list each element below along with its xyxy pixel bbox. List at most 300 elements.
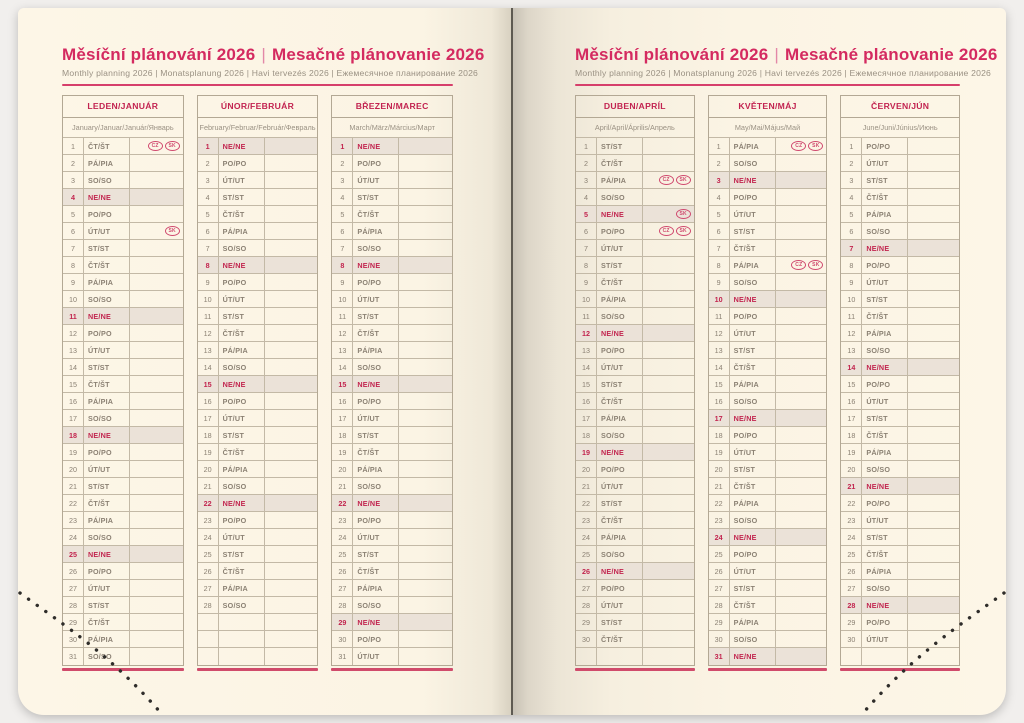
day-notes-area [908, 155, 959, 171]
day-abbreviation: SO/SO [84, 529, 130, 545]
day-row [576, 393, 694, 410]
day-number: 5 [709, 206, 730, 222]
day-abbreviation: PO/PO [862, 376, 908, 392]
day-row [841, 580, 959, 597]
day-notes-area [130, 274, 183, 290]
day-abbreviation: ST/ST [219, 308, 265, 324]
day-row [63, 410, 183, 427]
day-abbreviation: ST/ST [219, 189, 265, 205]
day-number: 8 [841, 257, 862, 273]
day-notes-area [908, 393, 959, 409]
day-abbreviation: SO/SO [219, 240, 265, 256]
day-notes-area [908, 563, 959, 579]
day-number: 6 [332, 223, 353, 239]
day-notes-area [399, 189, 452, 205]
day-number: 9 [198, 274, 219, 290]
day-abbreviation: ÚT/UT [353, 648, 399, 665]
day-number: 23 [63, 512, 84, 528]
day-notes-area [908, 138, 959, 154]
day-row [576, 291, 694, 308]
day-abbreviation: PÁ/PIA [353, 342, 399, 358]
day-row [63, 597, 183, 614]
day-abbreviation: NE/NE [597, 444, 643, 460]
day-abbreviation: NE/NE [862, 240, 908, 256]
day-notes-area [643, 614, 694, 630]
day-row [576, 138, 694, 155]
day-row [332, 597, 452, 614]
day-notes-area [265, 563, 318, 579]
day-abbreviation: PÁ/PIA [84, 512, 130, 528]
day-number: 30 [332, 631, 353, 647]
day-number: 29 [576, 614, 597, 630]
day-number: 29 [332, 614, 353, 630]
day-abbreviation: PO/PO [84, 444, 130, 460]
day-row [841, 274, 959, 291]
day-abbreviation: ČT/ŠT [597, 512, 643, 528]
day-number: 17 [841, 410, 862, 426]
day-row [198, 291, 318, 308]
day-row [332, 393, 452, 410]
day-abbreviation: ČT/ŠT [353, 206, 399, 222]
day-number [198, 614, 219, 630]
day-notes-area [130, 478, 183, 494]
day-abbreviation: ST/ST [353, 546, 399, 562]
day-number: 7 [709, 240, 730, 256]
holiday-badge-sk: SK [676, 175, 691, 185]
holiday-badge-cz: CZ [659, 175, 674, 185]
day-row [63, 580, 183, 597]
day-abbreviation: PÁ/PIA [597, 529, 643, 545]
day-notes-area [908, 206, 959, 222]
day-abbreviation: PÁ/PIA [84, 631, 130, 647]
day-number: 4 [63, 189, 84, 205]
day-row [841, 529, 959, 546]
day-abbreviation: ČT/ŠT [219, 206, 265, 222]
day-notes-area [130, 427, 183, 443]
day-notes-area [130, 597, 183, 613]
month-column-1 [62, 95, 184, 671]
day-abbreviation: ČT/ŠT [353, 325, 399, 341]
day-abbreviation: ÚT/UT [219, 410, 265, 426]
day-row [63, 291, 183, 308]
day-row [841, 206, 959, 223]
day-notes-area [265, 512, 318, 528]
day-notes-area [130, 189, 183, 205]
month-table [197, 95, 319, 666]
month-table [575, 95, 695, 666]
day-row [709, 563, 827, 580]
day-abbreviation: SO/SO [84, 291, 130, 307]
day-number: 21 [198, 478, 219, 494]
day-number: 5 [63, 206, 84, 222]
day-row [198, 325, 318, 342]
day-number: 25 [576, 546, 597, 562]
day-row [332, 461, 452, 478]
day-row [709, 512, 827, 529]
day-abbreviation [862, 648, 908, 665]
day-notes-area [643, 172, 694, 188]
day-notes-area [776, 291, 827, 307]
day-number: 22 [332, 495, 353, 511]
day-abbreviation: PO/PO [84, 325, 130, 341]
day-number: 8 [576, 257, 597, 273]
day-abbreviation: SO/SO [730, 393, 776, 409]
day-notes-area [643, 597, 694, 613]
day-abbreviation: PÁ/PIA [730, 257, 776, 273]
day-abbreviation: PO/PO [730, 189, 776, 205]
day-notes-area [399, 393, 452, 409]
day-notes-area [908, 512, 959, 528]
day-notes-area [776, 478, 827, 494]
day-abbreviation [219, 631, 265, 647]
day-abbreviation: ÚT/UT [84, 342, 130, 358]
day-row [332, 223, 452, 240]
day-notes-area [776, 342, 827, 358]
day-row [576, 172, 694, 189]
day-abbreviation: ČT/ŠT [730, 359, 776, 375]
day-abbreviation: NE/NE [353, 614, 399, 630]
day-abbreviation: ST/ST [597, 376, 643, 392]
day-number: 1 [841, 138, 862, 154]
day-notes-area [776, 631, 827, 647]
day-row [198, 597, 318, 614]
day-abbreviation: ÚT/UT [862, 512, 908, 528]
day-number: 27 [198, 580, 219, 596]
day-row [709, 138, 827, 155]
day-number: 13 [709, 342, 730, 358]
day-row [63, 325, 183, 342]
day-notes-area [265, 427, 318, 443]
day-abbreviation: PO/PO [862, 495, 908, 511]
day-number: 7 [63, 240, 84, 256]
day-notes-area [908, 495, 959, 511]
day-row [63, 461, 183, 478]
day-row [841, 291, 959, 308]
day-row [709, 495, 827, 512]
day-row [709, 359, 827, 376]
day-number: 3 [841, 172, 862, 188]
day-notes-area [776, 376, 827, 392]
day-abbreviation: NE/NE [219, 257, 265, 273]
day-notes-area [399, 529, 452, 545]
day-row [332, 274, 452, 291]
day-row [332, 342, 452, 359]
month-header: DUBEN/APRÍL [576, 96, 694, 118]
day-abbreviation: ÚT/UT [353, 410, 399, 426]
day-abbreviation: PO/PO [219, 512, 265, 528]
day-abbreviation: NE/NE [353, 138, 399, 154]
holiday-badge-sk: SK [808, 141, 823, 151]
month-header: KVĚTEN/MÁJ [709, 96, 827, 118]
day-notes-area [908, 257, 959, 273]
day-abbreviation: ÚT/UT [84, 461, 130, 477]
day-row [332, 155, 452, 172]
day-notes-area [399, 427, 452, 443]
day-number: 20 [576, 461, 597, 477]
day-row [332, 359, 452, 376]
day-notes-area [908, 325, 959, 341]
day-abbreviation: ÚT/UT [862, 631, 908, 647]
day-number: 11 [332, 308, 353, 324]
day-row [63, 478, 183, 495]
day-abbreviation: ČT/ŠT [84, 614, 130, 630]
day-number: 10 [63, 291, 84, 307]
day-row [332, 325, 452, 342]
month-table [840, 95, 960, 666]
day-number: 25 [63, 546, 84, 562]
day-notes-area [643, 478, 694, 494]
day-number: 18 [332, 427, 353, 443]
day-notes-area [908, 444, 959, 460]
day-number: 29 [841, 614, 862, 630]
day-abbreviation: ST/ST [862, 291, 908, 307]
day-abbreviation: SO/SO [862, 580, 908, 596]
day-number: 24 [332, 529, 353, 545]
day-notes-area [643, 342, 694, 358]
day-abbreviation: SO/SO [730, 631, 776, 647]
day-row [332, 614, 452, 631]
day-notes-area [399, 274, 452, 290]
day-number: 5 [841, 206, 862, 222]
page-title-cz: Měsíční plánování 2026 [575, 45, 769, 64]
day-number: 31 [63, 648, 84, 665]
day-row [63, 308, 183, 325]
day-abbreviation: SO/SO [353, 240, 399, 256]
day-notes-area [265, 325, 318, 341]
day-notes-area [265, 648, 318, 665]
day-number: 11 [198, 308, 219, 324]
day-number: 4 [709, 189, 730, 205]
day-row [709, 376, 827, 393]
day-number: 27 [63, 580, 84, 596]
day-number: 3 [709, 172, 730, 188]
day-notes-area [265, 478, 318, 494]
day-notes-area [130, 461, 183, 477]
day-number: 30 [709, 631, 730, 647]
day-notes-area [776, 274, 827, 290]
day-abbreviation: ČT/ŠT [730, 478, 776, 494]
column-end-rule [840, 668, 960, 671]
day-number: 17 [332, 410, 353, 426]
month-subheader: February/Februar/Február/Февраль [198, 118, 318, 138]
day-abbreviation: PÁ/PIA [862, 206, 908, 222]
day-row [332, 444, 452, 461]
day-notes-area [908, 308, 959, 324]
day-abbreviation: PO/PO [730, 427, 776, 443]
day-number: 22 [841, 495, 862, 511]
day-row [63, 206, 183, 223]
day-row [709, 597, 827, 614]
day-notes-area [265, 172, 318, 188]
day-abbreviation: PO/PO [597, 223, 643, 239]
day-abbreviation: ČT/ŠT [84, 138, 130, 154]
day-row [709, 631, 827, 648]
day-row [198, 206, 318, 223]
day-number: 23 [198, 512, 219, 528]
day-number: 26 [841, 563, 862, 579]
day-row [709, 546, 827, 563]
day-number: 15 [576, 376, 597, 392]
page-title-cz: Měsíční plánování 2026 [62, 45, 256, 64]
day-row [332, 648, 452, 665]
day-row [576, 359, 694, 376]
day-row [709, 342, 827, 359]
right-columns [575, 95, 960, 671]
day-number: 2 [709, 155, 730, 171]
day-abbreviation: ÚT/UT [353, 529, 399, 545]
day-number: 7 [841, 240, 862, 256]
day-abbreviation: PO/PO [597, 461, 643, 477]
day-number: 10 [198, 291, 219, 307]
day-row [332, 563, 452, 580]
day-row [576, 546, 694, 563]
holiday-badge-sk: SK [165, 226, 180, 236]
day-number: 2 [198, 155, 219, 171]
left-page [18, 8, 511, 715]
day-abbreviation: SO/SO [862, 461, 908, 477]
day-number: 4 [576, 189, 597, 205]
day-abbreviation: ST/ST [84, 478, 130, 494]
day-abbreviation: NE/NE [862, 359, 908, 375]
month-header: LEDEN/JANUÁR [63, 96, 183, 118]
day-number: 24 [576, 529, 597, 545]
day-notes-area [643, 580, 694, 596]
day-abbreviation: PÁ/PIA [219, 223, 265, 239]
day-notes-area [776, 614, 827, 630]
day-number: 14 [709, 359, 730, 375]
day-number: 18 [841, 427, 862, 443]
day-row [841, 444, 959, 461]
day-row [709, 206, 827, 223]
day-notes-area [908, 597, 959, 613]
day-notes-area [399, 376, 452, 392]
day-number: 28 [841, 597, 862, 613]
day-abbreviation: ÚT/UT [219, 291, 265, 307]
day-number: 20 [709, 461, 730, 477]
day-notes-area [399, 546, 452, 562]
day-number: 27 [576, 580, 597, 596]
day-row [332, 546, 452, 563]
month-header: BŘEZEN/MAREC [332, 96, 452, 118]
day-notes-area [399, 240, 452, 256]
day-number: 29 [63, 614, 84, 630]
day-row [198, 172, 318, 189]
day-number: 8 [332, 257, 353, 273]
day-abbreviation: SO/SO [84, 410, 130, 426]
day-notes-area [265, 444, 318, 460]
day-abbreviation: NE/NE [730, 529, 776, 545]
day-number: 13 [841, 342, 862, 358]
day-number: 27 [709, 580, 730, 596]
day-notes-area [399, 512, 452, 528]
day-number: 20 [198, 461, 219, 477]
day-notes-area [265, 580, 318, 596]
day-row [198, 529, 318, 546]
day-number: 24 [709, 529, 730, 545]
day-abbreviation: PÁ/PIA [353, 223, 399, 239]
day-notes-area [643, 359, 694, 375]
day-notes-area [908, 172, 959, 188]
holiday-badge-cz: CZ [791, 141, 806, 151]
day-number: 30 [63, 631, 84, 647]
day-row [576, 410, 694, 427]
day-number: 8 [709, 257, 730, 273]
day-row [709, 308, 827, 325]
day-notes-area [908, 376, 959, 392]
day-notes-area [399, 461, 452, 477]
holiday-badge-sk: SK [165, 141, 180, 151]
day-notes-area [776, 546, 827, 562]
day-notes-area [130, 206, 183, 222]
day-row [63, 427, 183, 444]
day-number: 21 [63, 478, 84, 494]
day-abbreviation: NE/NE [84, 308, 130, 324]
day-notes-area [265, 393, 318, 409]
day-notes-area [399, 206, 452, 222]
day-notes-area [130, 393, 183, 409]
day-number: 15 [63, 376, 84, 392]
day-row [841, 631, 959, 648]
day-row [841, 461, 959, 478]
day-row [198, 546, 318, 563]
day-number: 8 [198, 257, 219, 273]
day-abbreviation: ÚT/UT [597, 240, 643, 256]
day-abbreviation: ST/ST [84, 359, 130, 375]
day-row [63, 138, 183, 155]
day-notes-area [265, 529, 318, 545]
day-abbreviation: ČT/ŠT [84, 257, 130, 273]
day-row [709, 478, 827, 495]
day-notes-area [265, 155, 318, 171]
day-abbreviation: ÚT/UT [862, 274, 908, 290]
day-notes-area [908, 410, 959, 426]
day-number: 13 [63, 342, 84, 358]
day-number: 22 [63, 495, 84, 511]
day-notes-area [399, 631, 452, 647]
day-number: 26 [576, 563, 597, 579]
day-notes-area [643, 393, 694, 409]
day-number: 25 [198, 546, 219, 562]
day-notes-area [776, 495, 827, 511]
title-rule [62, 84, 453, 86]
day-row [332, 410, 452, 427]
day-row [709, 257, 827, 274]
day-notes-area [130, 240, 183, 256]
day-row [198, 257, 318, 274]
day-abbreviation: ST/ST [353, 427, 399, 443]
day-number: 14 [198, 359, 219, 375]
day-number: 12 [63, 325, 84, 341]
day-abbreviation: SO/SO [730, 274, 776, 290]
day-row [332, 478, 452, 495]
day-row [63, 444, 183, 461]
day-abbreviation: NE/NE [219, 138, 265, 154]
day-number: 17 [576, 410, 597, 426]
column-end-rule [197, 668, 319, 671]
day-number: 2 [63, 155, 84, 171]
day-number: 1 [709, 138, 730, 154]
day-abbreviation: NE/NE [353, 495, 399, 511]
day-row [63, 631, 183, 648]
day-number: 13 [576, 342, 597, 358]
day-row [841, 512, 959, 529]
day-notes-area [265, 257, 318, 273]
month-table [331, 95, 453, 666]
day-row [198, 427, 318, 444]
day-number [841, 648, 862, 665]
month-subheader: May/Mai/Május/Май [709, 118, 827, 138]
day-number: 13 [198, 342, 219, 358]
